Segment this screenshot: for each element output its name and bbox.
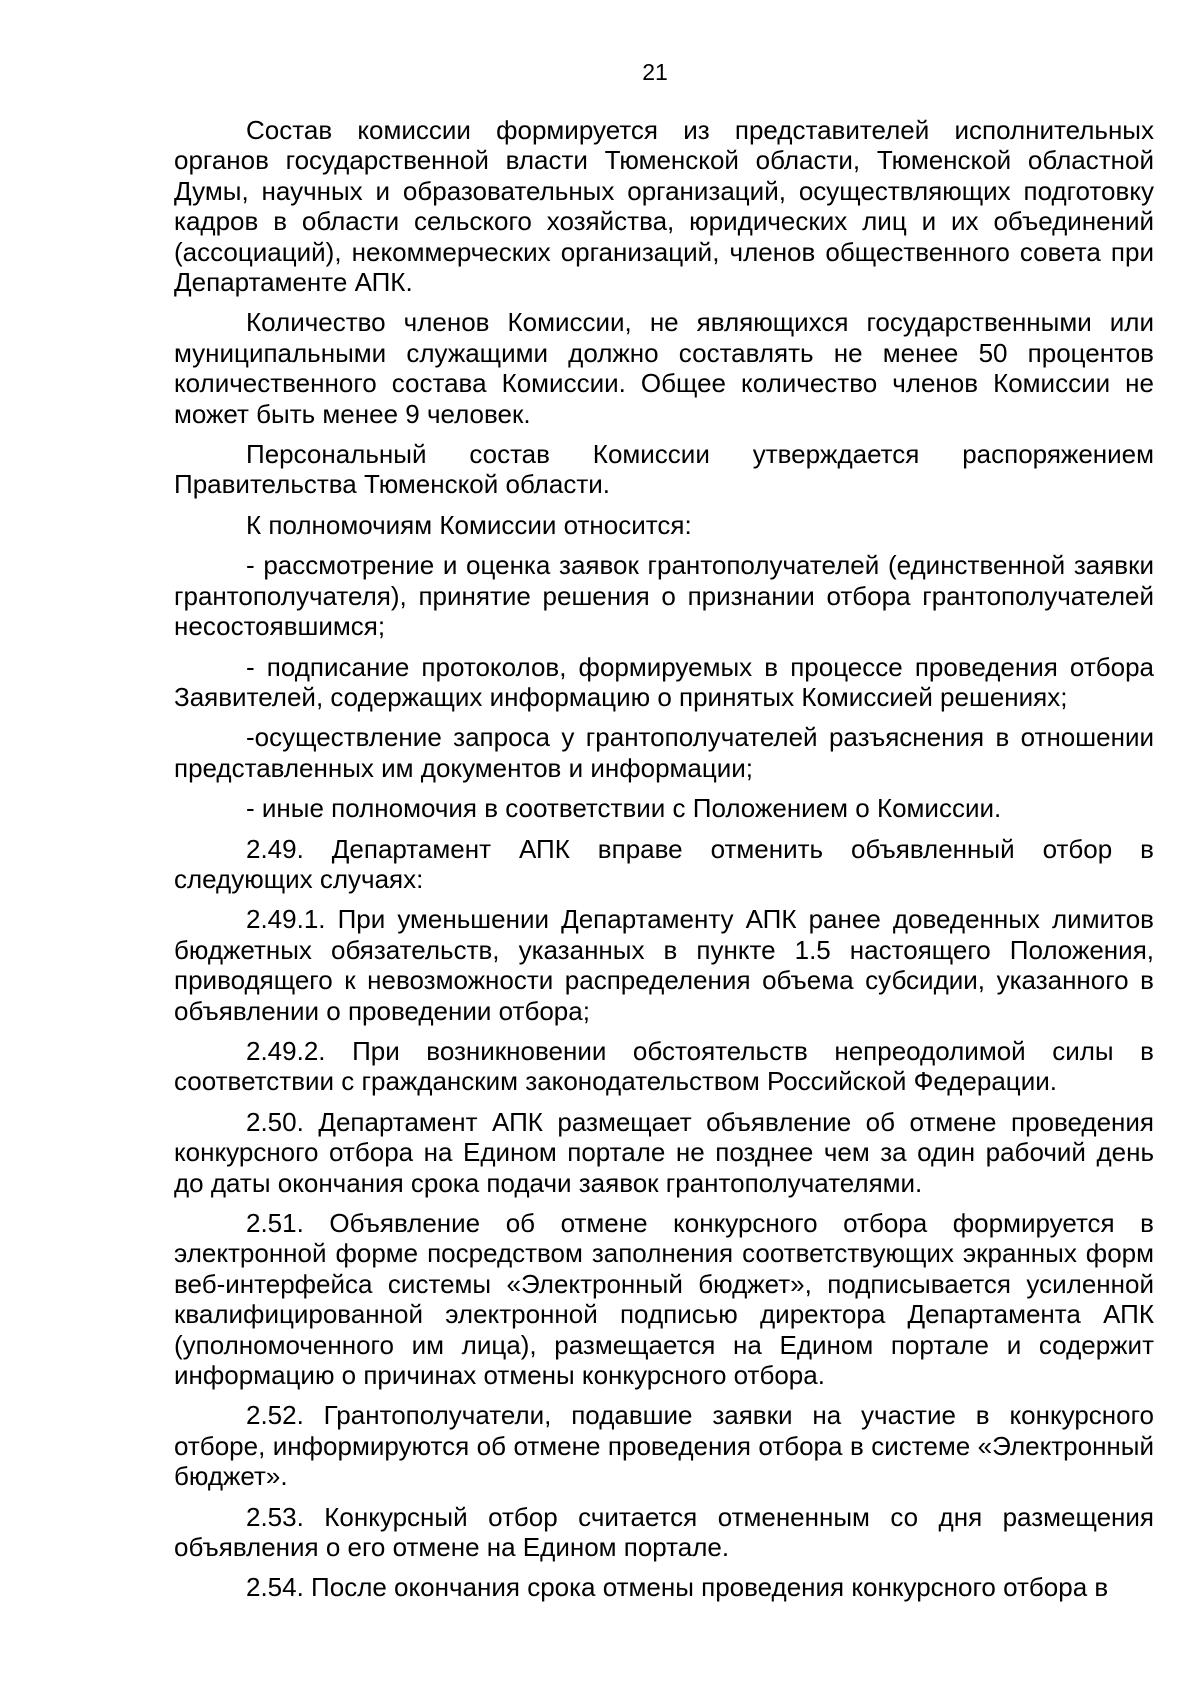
- paragraph-2-49-1: 2.49.1. При уменьшении Департаменту АПК ранее доведенных лимитов бюджетных обязательств, указанных в пункте 1.5 настоящего Положения, приводящего к невозможности распределения объема субсидии, указанного в объявлении о проведении отбора;: [174, 904, 1154, 1026]
- paragraph-2-54: 2.54. После окончания срока отмены проведения конкурсного отбора в: [246, 1572, 1109, 1603]
- paragraph-personal-composition: Персональный состав Комиссии утверждается распоряжением Правительства Тюменской области.: [174, 439, 1154, 500]
- page-number: 21: [642, 59, 668, 85]
- document-body: [174, 115, 1154, 1613]
- paragraph-power-request: -осуществление запроса у грантополучателей разъяснения в отношении представленных им документов и информации;: [174, 722, 1154, 783]
- paragraph-2-49: 2.49. Департамент АПК вправе отменить объявленный отбор в следующих случаях:: [174, 833, 1154, 894]
- paragraph-2-50: 2.50. Департамент АПК размещает объявление об отмене проведения конкурсного отбора на Едином портале не позднее чем за один рабочий день до даты окончания срока подачи заявок грантополучателями.: [174, 1106, 1154, 1198]
- paragraph-2-53: 2.53. Конкурсный отбор считается отмененным со дня размещения объявления о его отмене на Едином портале.: [174, 1501, 1154, 1563]
- paragraph-power-review: - рассмотрение и оценка заявок грантополучателей (единственной заявки грантополучателя), принятие решения о признании отбора грантополучателей несостоявшимся;: [174, 550, 1154, 642]
- paragraph-member-count: Количество членов Комиссии, не являющихся государственными или муниципальными служащими должно составлять не менее 50 процентов количественного состава Комиссии. Общее количество членов Комиссии не может быть менее 9 человек.: [174, 307, 1154, 429]
- paragraph-2-52: 2.52. Грантополучатели, подавшие заявки на участие в конкурсного отборе, информируются об отмене проведения отбора в системе «Электронный бюджет».: [174, 1400, 1154, 1492]
- paragraph-2-49-2: 2.49.2. При возникновении обстоятельств непреодолимой силы в соответствии с гражданским законодательством Российской Федерации.: [174, 1035, 1154, 1097]
- paragraph-commission-composition: Состав комиссии формируется из представителей исполнительных органов государственной власти Тюменской области, Тюменской областной Думы, научных и образовательных организаций, осуществляющих подготовку кадров в области сельского хозяйства, юридических лиц и их объединений (ассоциаций), некоммерческих организаций, членов общественного совета при Департаменте АПК.: [174, 115, 1154, 298]
- paragraph-2-51: 2.51. Объявление об отмене конкурсного отбора формируется в электронной форме посредством заполнения соответствующих экранных форм веб-интерфейса системы «Электронный бюджет», подписывается усиленной квалифицированной электронной подписью директора Департамента АПК (уполномоченного им лица), размещается на Едином портале и содержит информацию о причинах отмены конкурсного отбора.: [174, 1208, 1154, 1391]
- paragraph-powers-intro: К полномочиям Комиссии относится:: [246, 509, 692, 540]
- paragraph-power-other: - иные полномочия в соответствии с Положением о Комиссии.: [246, 793, 1002, 824]
- paragraph-power-signing: - подписание протоколов, формируемых в процессе проведения отбора Заявителей, содержащих информацию о принятых Комиссией решениях;: [174, 651, 1154, 712]
